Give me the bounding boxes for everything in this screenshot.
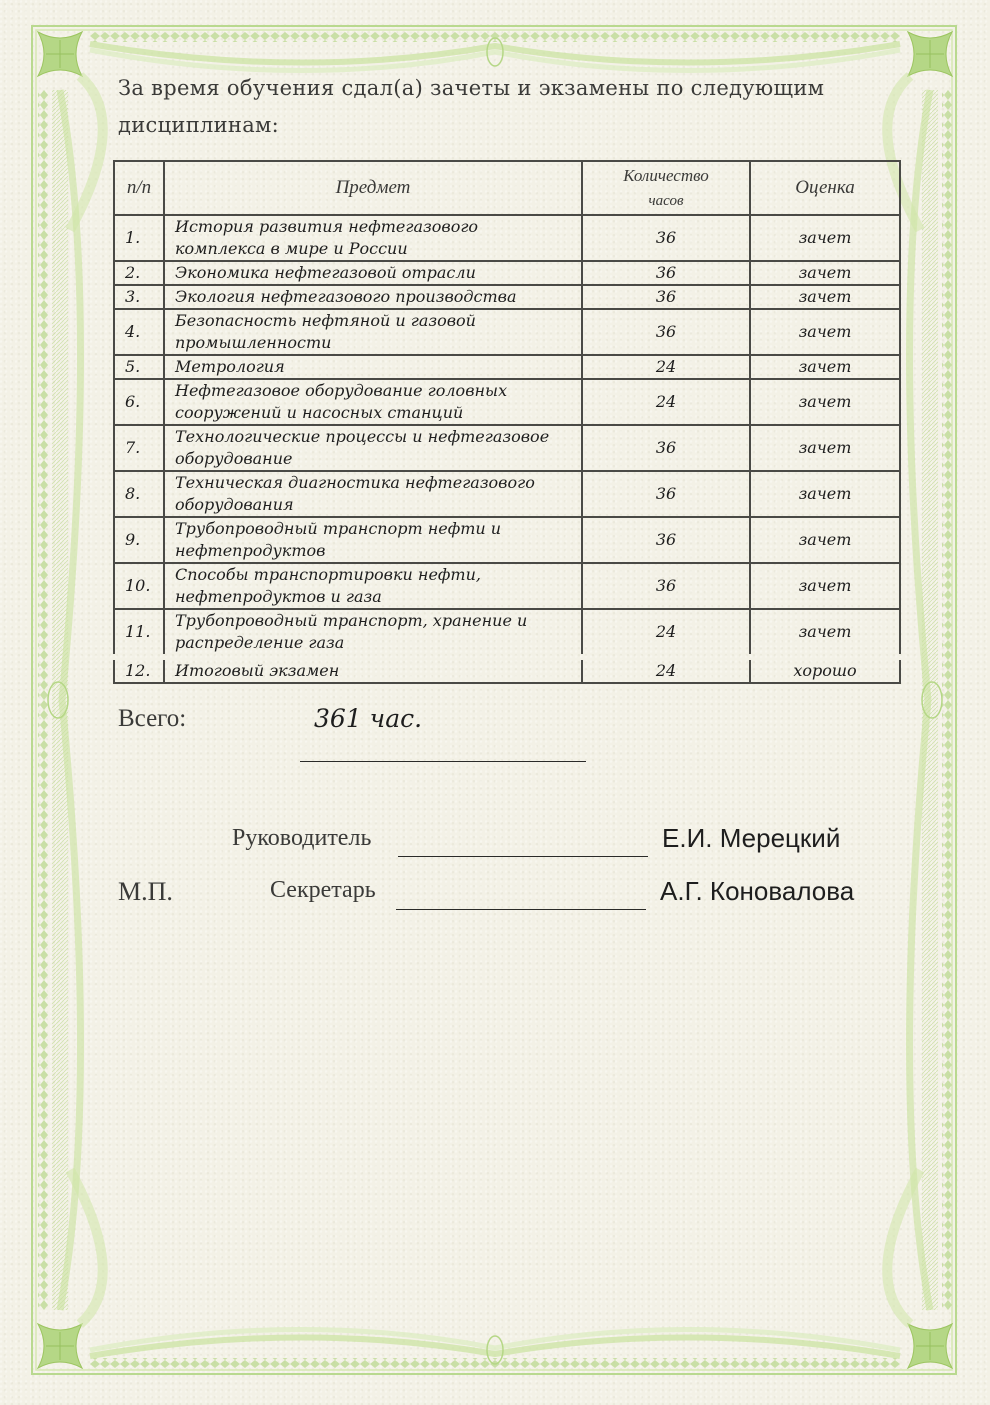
row-hours: 36 — [582, 285, 750, 309]
row-num: 5. — [114, 355, 164, 379]
row-grade: зачет — [750, 285, 900, 309]
row-hours: 36 — [582, 471, 750, 517]
table-row — [114, 355, 900, 379]
table-row — [114, 379, 900, 425]
secretary-signature-line — [396, 909, 646, 910]
total-underline — [300, 761, 586, 762]
director-signature-line — [398, 856, 648, 857]
row-grade: зачет — [750, 355, 900, 379]
row-hours: 36 — [582, 563, 750, 609]
table-row — [114, 563, 900, 609]
row-num: 10. — [114, 563, 164, 609]
row-grade: зачет — [750, 517, 900, 563]
grades-table — [113, 160, 901, 684]
row-grade: зачет — [750, 471, 900, 517]
header-num: п/п — [114, 161, 164, 215]
table-row — [114, 285, 900, 309]
row-num: 8. — [114, 471, 164, 517]
stamp-place-label: М.П. — [118, 877, 173, 906]
row-hours: 24 — [582, 355, 750, 379]
header-subject: Предмет — [164, 161, 582, 215]
row-subject: Трубопроводный транспорт нефти и нефтепродуктов — [164, 517, 582, 563]
row-grade: зачет — [750, 215, 900, 261]
row-subject: Экология нефтегазового производства — [164, 285, 582, 309]
row-grade: зачет — [750, 425, 900, 471]
row-hours: 36 — [582, 309, 750, 355]
row-grade: зачет — [750, 309, 900, 355]
table-row — [114, 517, 900, 563]
row-subject: Способы транспортировки нефти, нефтепродуктов и газа — [164, 563, 582, 609]
row-hours: 36 — [582, 261, 750, 285]
total-value: 361 час. — [314, 704, 423, 733]
table-row — [114, 609, 900, 657]
row-num: 6. — [114, 379, 164, 425]
director-name: Е.И. Мерецкий — [662, 823, 841, 853]
row-grade: зачет — [750, 609, 900, 657]
header-hours-line1: Количество — [623, 165, 709, 185]
table-header-row — [114, 161, 900, 215]
table-row — [114, 261, 900, 285]
row-hours: 24 — [582, 657, 750, 683]
secretary-name: А.Г. Коновалова — [660, 876, 855, 906]
row-num: 12. — [114, 657, 164, 683]
table-row — [114, 425, 900, 471]
row-num: 3. — [114, 285, 164, 309]
header-hours — [582, 161, 750, 215]
secretary-title: Секретарь — [270, 877, 376, 903]
row-grade: зачет — [750, 379, 900, 425]
row-subject: Трубопроводный транспорт, хранение и распределение газа — [164, 609, 582, 657]
table-row — [114, 471, 900, 517]
row-hours: 36 — [582, 517, 750, 563]
table-row — [114, 215, 900, 261]
row-grade: хорошо — [750, 657, 900, 683]
row-subject: Итоговый экзамен — [164, 657, 582, 683]
row-hours: 36 — [582, 215, 750, 261]
row-num: 7. — [114, 425, 164, 471]
header-hours-line2: часов — [648, 192, 684, 209]
row-subject: Метрология — [164, 355, 582, 379]
row-num: 9. — [114, 517, 164, 563]
director-title: Руководитель — [232, 825, 372, 851]
row-subject: Экономика нефтегазовой отрасли — [164, 261, 582, 285]
row-subject: Технологические процессы и нефтегазовое оборудование — [164, 425, 582, 471]
row-hours: 24 — [582, 609, 750, 657]
intro-text: За время обучения сдал(а) зачеты и экзамены по следующим дисциплинам: — [118, 76, 825, 137]
row-num: 11. — [114, 609, 164, 657]
row-num: 1. — [114, 215, 164, 261]
row-subject: История развития нефтегазового комплекса в мире и России — [164, 215, 582, 261]
row-subject: Техническая диагностика нефтегазового оборудования — [164, 471, 582, 517]
table-row-final-exam — [114, 657, 900, 683]
row-num: 4. — [114, 309, 164, 355]
row-hours: 24 — [582, 379, 750, 425]
row-num: 2. — [114, 261, 164, 285]
total-label: Всего: — [118, 705, 187, 732]
row-subject: Нефтегазовое оборудование головных сооружений и насосных станций — [164, 379, 582, 425]
row-hours: 36 — [582, 425, 750, 471]
row-subject: Безопасность нефтяной и газовой промышленности — [164, 309, 582, 355]
row-grade: зачет — [750, 563, 900, 609]
table-row — [114, 309, 900, 355]
row-grade: зачет — [750, 261, 900, 285]
header-grade: Оценка — [750, 161, 900, 215]
